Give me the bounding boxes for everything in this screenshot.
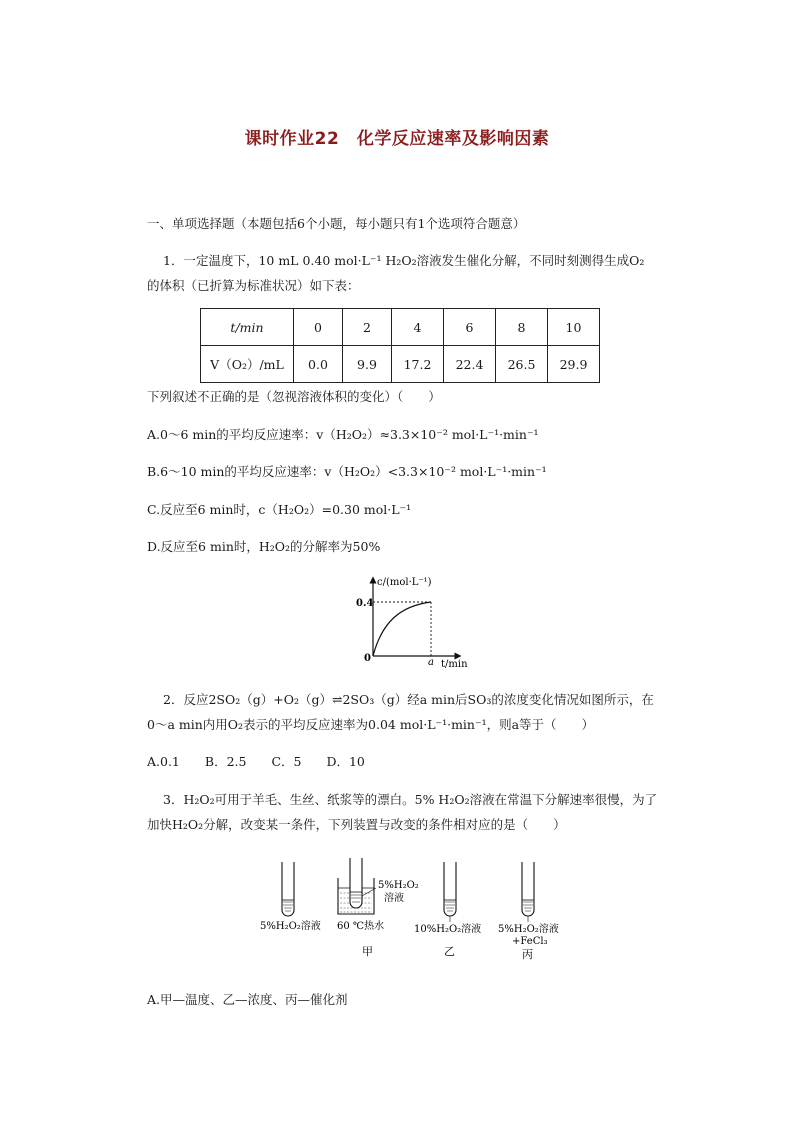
concentration-graph bbox=[330, 572, 480, 674]
q1-option-d: D.反应至6 min时，H₂O₂的分解率为50% bbox=[147, 539, 381, 554]
beaker-with-tube bbox=[338, 858, 376, 914]
q2-options: A.0.1 B．2.5 C．5 D．10 bbox=[147, 754, 365, 769]
table-cell: 8 bbox=[496, 309, 548, 346]
q1-option-c: C.反应至6 min时，c（H₂O₂）=0.30 mol·L⁻¹ bbox=[147, 502, 412, 517]
section-heading: 一、单项选择题（本题包括6个小题，每小题只有1个选项符合题意） bbox=[147, 216, 526, 231]
table-cell: V（O₂）/mL bbox=[201, 346, 294, 383]
table-cell: 10 bbox=[548, 309, 600, 346]
table-cell: t/min bbox=[201, 309, 294, 346]
q2-line2: 0～a min内用O₂表示的平均反应速率为0.04 mol·L⁻¹·min⁻¹，则a等于（ ） bbox=[147, 717, 595, 732]
table-row bbox=[201, 346, 600, 383]
y-axis-label: c/(mol·L⁻¹) bbox=[377, 577, 432, 588]
q1-stem: 下列叙述不正确的是（忽视溶液体积的变化）（ ） bbox=[147, 389, 441, 404]
tube-3-label: 10%H₂O₂溶液 bbox=[414, 924, 482, 935]
table-cell: 22.4 bbox=[444, 346, 496, 383]
table-cell: 0 bbox=[294, 309, 343, 346]
apparatus-diagram bbox=[250, 852, 570, 967]
beaker-side-label-2: 溶液 bbox=[384, 893, 404, 904]
data-table bbox=[200, 308, 600, 383]
apparatus-label-bing: 丙 bbox=[522, 948, 533, 961]
page-title: 课时作业22 化学反应速率及影响因素 bbox=[244, 129, 550, 149]
q1-line2: 的体积（已折算为标准状况）如下表： bbox=[147, 278, 360, 293]
q3-line1: 3．H₂O₂可用于羊毛、生丝、纸浆等的漂白。5% H₂O₂溶液在常温下分解速率很慢，为了 bbox=[163, 792, 658, 807]
origin-label: 0 bbox=[364, 653, 371, 664]
q3-option-a: A.甲—温度、乙—浓度、丙—催化剂 bbox=[147, 992, 348, 1007]
y-tick-label: 0.4 bbox=[356, 598, 374, 609]
x-tick-label: a bbox=[428, 657, 434, 668]
q3-line2: 加快H₂O₂分解，改变某一条件，下列装置与改变的条件相对应的是（ ） bbox=[147, 817, 566, 832]
beaker-bottom-label: 60 ℃热水 bbox=[337, 921, 385, 932]
table-cell: 2 bbox=[343, 309, 392, 346]
q1-line1: 1．一定温度下，10 mL 0.40 mol·L⁻¹ H₂O₂溶液发生催化分解，不同时刻测得生成O₂ bbox=[163, 253, 645, 268]
test-tube-3 bbox=[444, 862, 456, 922]
table-cell: 9.9 bbox=[343, 346, 392, 383]
concentration-curve bbox=[373, 602, 431, 656]
table-cell: 29.9 bbox=[548, 346, 600, 383]
table-cell: 17.2 bbox=[392, 346, 444, 383]
test-tube-1 bbox=[282, 862, 294, 916]
test-tube-4 bbox=[522, 862, 534, 922]
x-axis-label: t/min bbox=[441, 659, 468, 670]
tube-4-label-2: +FeCl₃ bbox=[512, 936, 548, 947]
tube-4-label-1: 5%H₂O₂溶液 bbox=[498, 924, 559, 935]
q1-option-b: B.6～10 min的平均反应速率：v（H₂O₂）<3.3×10⁻² mol·L⁻¹·min⁻¹ bbox=[147, 464, 547, 479]
table-cell: 4 bbox=[392, 309, 444, 346]
table-row bbox=[201, 309, 600, 346]
q2-line1: 2．反应2SO₂（g）+O₂（g）⇌2SO₃（g）经a min后SO₃的浓度变化情况如图所示，在 bbox=[163, 692, 654, 707]
table-cell: 26.5 bbox=[496, 346, 548, 383]
table-cell: 6 bbox=[444, 309, 496, 346]
tube-1-label: 5%H₂O₂溶液 bbox=[260, 921, 321, 932]
apparatus-label-yi: 乙 bbox=[444, 945, 455, 958]
apparatus-label-jia: 甲 bbox=[362, 945, 373, 958]
table-cell: 0.0 bbox=[294, 346, 343, 383]
beaker-side-label-1: 5%H₂O₂ bbox=[378, 880, 419, 891]
q1-option-a: A.0～6 min的平均反应速率：v（H₂O₂）≈3.3×10⁻² mol·L⁻¹·min⁻¹ bbox=[147, 427, 539, 442]
